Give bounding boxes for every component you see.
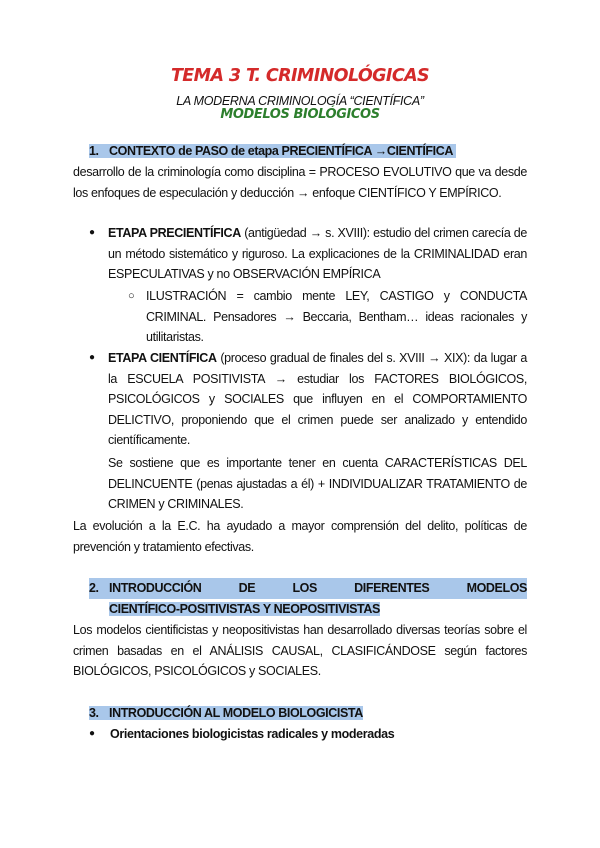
section-3-number: 3. bbox=[89, 706, 99, 720]
section-2-heading-word: DE bbox=[238, 581, 256, 595]
section-2-heading-word: MODELOS bbox=[466, 581, 527, 595]
bullet-etapa-cientifica-label: ETAPA CIENTÍFICA bbox=[108, 351, 217, 365]
section-2-heading-word: DIFERENTES bbox=[354, 581, 430, 595]
section-1-heading-text: CONTEXTO de PASO de etapa PRECIENTÍFICA →CIENTÍFICA bbox=[109, 144, 453, 158]
section-1-heading bbox=[89, 141, 456, 162]
document-subheading: MODELOS BIOLÓGICOS bbox=[220, 107, 380, 122]
section-3-heading bbox=[89, 703, 363, 724]
section-2-heading-word: LOS bbox=[292, 581, 317, 595]
bullet-etapa-precientifica-label: ETAPA PRECIENTÍFICA bbox=[108, 226, 241, 240]
bullet-etapa-cientifica-continued: Se sostiene que es importante tener en cuenta CARACTERÍSTICAS DEL DELINCUENTE (penas ajustadas a él) + INDIVIDUALIZAR TRATAMIENTO de CRIMEN y CRIMINALES. bbox=[108, 456, 527, 511]
bullet-icon: ● bbox=[89, 728, 96, 739]
bullet-icon: ● bbox=[89, 227, 96, 238]
section-2-text: Los modelos cientificistas y neopositivistas han desarrollado diversas teorías sobre el crimen basadas en el ANÁLISIS CAUSAL, CLASIFICÁNDOSE según factores BIOLÓGICOS, PSICOLÓGICOS y SOCIALES. bbox=[73, 623, 527, 678]
section-2-heading-line2-text: CIENTÍFICO-POSITIVISTAS Y NEOPOSITIVISTAS bbox=[109, 602, 380, 616]
section-1-closing: La evolución a la E.C. ha ayudado a mayor comprensión del delito, políticas de prevención y tratamiento efectivas. bbox=[73, 519, 527, 554]
sub-bullet-ilustracion: ILUSTRACIÓN = cambio mente LEY, CASTIGO y CONDUCTA CRIMINAL. Pensadores → Beccaria, Bentham… ideas racionales y utilitaristas. bbox=[146, 289, 527, 344]
document-subtitle: LA MODERNA CRIMINOLOGÍA “CIENTÍFICA” bbox=[176, 94, 424, 108]
section-1-number: 1. bbox=[89, 144, 99, 158]
section-2-heading-word: INTRODUCCIÓN bbox=[109, 581, 202, 595]
section-1-intro: desarrollo de la criminología como disciplina = PROCESO EVOLUTIVO que va desde los enfoques de especulación y deducción → enfoque CIENTÍFICO Y EMPÍRICO. bbox=[73, 165, 527, 200]
section-3-heading-text: INTRODUCCIÓN AL MODELO BIOLOGICISTA bbox=[109, 706, 363, 720]
bullet-etapa-precientifica-text: (antigüedad → s. XVIII): estudio del crimen carecía de un método sistemático y riguroso. La explicaciones de la CRIMINALIDAD eran ESPECULATIVAS y no OBSERVACIÓN EMPÍRICA bbox=[108, 226, 527, 281]
section-2-heading-line2 bbox=[109, 599, 380, 620]
bullet-icon: ● bbox=[89, 352, 96, 363]
bullet-etapa-cientifica bbox=[108, 348, 527, 451]
section-2-heading bbox=[89, 578, 527, 599]
sub-bullet-icon: ○ bbox=[128, 290, 135, 302]
section-2-number: 2. bbox=[89, 581, 99, 595]
bullet-etapa-cientifica-text: (proceso gradual de finales del s. XVIII → XIX): da lugar a la ESCUELA POSITIVISTA → estudiar los FACTORES BIOLÓGICOS, PSICOLÓGICOS y SOCIALES que influyen en el COMPORTAMIENTO DELICTIVO, proponiendo que el crimen puede ser analizado y entendido científicamente. bbox=[108, 351, 527, 447]
document-title: TEMA 3 T. CRIMINOLÓGICAS bbox=[170, 66, 430, 86]
bullet-orientaciones: Orientaciones biologicistas radicales y moderadas bbox=[110, 727, 395, 741]
bullet-etapa-precientifica bbox=[108, 223, 527, 285]
